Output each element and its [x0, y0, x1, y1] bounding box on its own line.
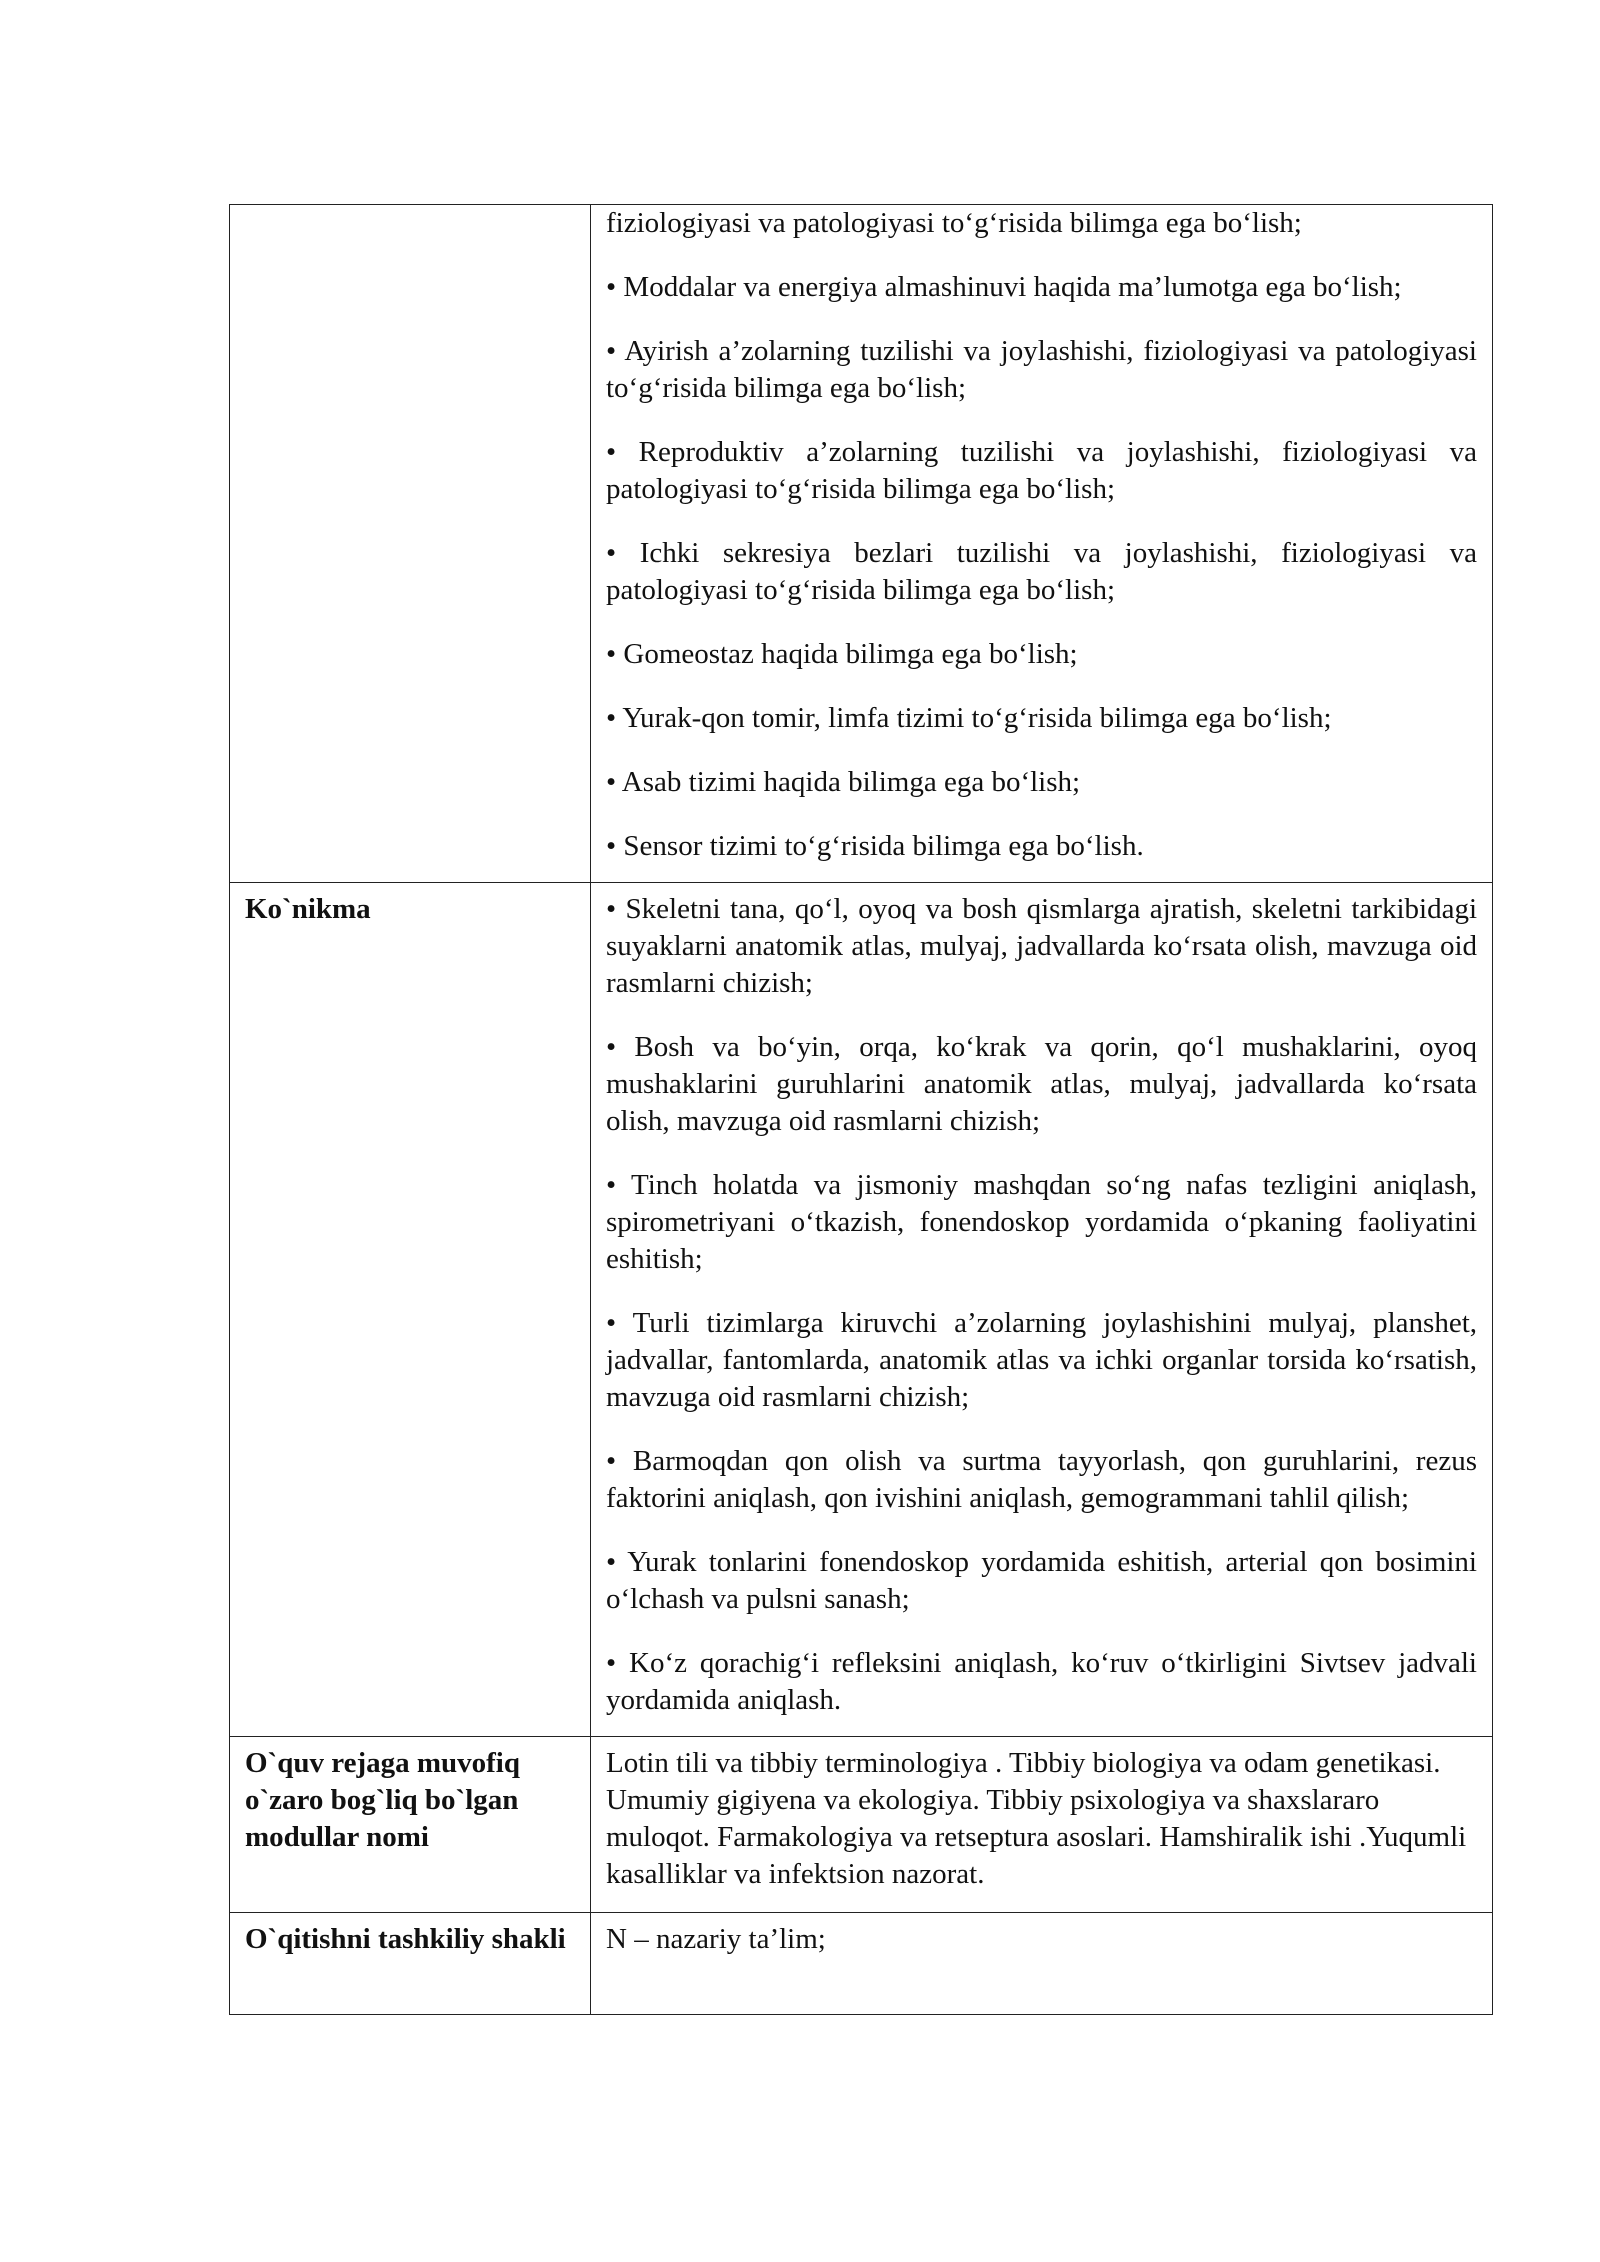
list-item: • Barmoqdan qon olish va surtma tayyorlash, qon guruhlarini, rezus faktorini aniqlash, qon ivishini aniqlash, gemogrammani tahlil qilish; [606, 1445, 1477, 1514]
list-item: • Asab tizimi haqida bilimga ega bo‘lish; [606, 766, 1081, 798]
row-content-cell [591, 205, 1493, 883]
row-label [230, 205, 590, 213]
row-content-cell [591, 1913, 1493, 2015]
row-label: O`quv rejaga muvofiq o`zaro bog`liq bo`lgan modullar nomi [245, 1747, 520, 1853]
row-label-cell [230, 883, 591, 1737]
list-item: • Sensor tizimi to‘g‘risida bilimga ega bo‘lish. [606, 830, 1144, 862]
list-item: fiziologiyasi va patologiyasi to‘g‘risida bilimga ega bo‘lish; [606, 207, 1302, 239]
organizational-form-text: N – nazariy ta’lim; [606, 1923, 826, 1955]
list-item: • Gomeostaz haqida bilimga ega bo‘lish; [606, 638, 1078, 670]
related-modules-text: Lotin tili va tibbiy terminologiya . Tibbiy biologiya va odam genetikasi. Umumiy gigiyena va ekologiya. Tibbiy psixologiya va shaxslararo muloqot. Farmakologiya va retseptura asoslari. Hamshiralik ishi .Yuqumli kasalliklar va infektsion nazorat. [606, 1747, 1467, 1890]
list-item: • Ayirish a’zolarning tuzilishi va joylashishi, fiziologiyasi va patologiyasi to‘g‘risida bilimga ega bo‘lish; [606, 335, 1477, 404]
row-label-cell [230, 1737, 591, 1913]
list-item: • Ichki sekresiya bezlari tuzilishi va joylashishi, fiziologiyasi va patologiyasi to‘g‘risida bilimga ega bo‘lish; [606, 537, 1477, 606]
row-label-cell [230, 205, 591, 883]
list-item: • Bosh va bo‘yin, orqa, ko‘krak va qorin, qo‘l mushaklarini, oyoq mushaklarini guruhlarini anatomik atlas, mulyaj, jadvallarda ko‘rsata olish, mavzuga oid rasmlarni chizish; [606, 1031, 1477, 1137]
list-item: • Reproduktiv a’zolarning tuzilishi va joylashishi, fiziologiyasi va patologiyasi to‘g‘risida bilimga ega bo‘lish; [606, 436, 1477, 505]
row-content-cell [591, 883, 1493, 1737]
row-content-cell [591, 1737, 1493, 1913]
table-row-related-modules [230, 1737, 1493, 1913]
row-label-cell [230, 1913, 591, 2015]
row-label: Ko`nikma [245, 893, 371, 925]
module-description-table [229, 204, 1493, 2015]
table-row-skills [230, 883, 1493, 1737]
list-item: • Turli tizimlarga kiruvchi a’zolarning joylashishini mulyaj, planshet, jadvallar, fantomlarda, anatomik atlas va ichki organlar torsida ko‘rsatish, mavzuga oid rasmlarni chizish; [606, 1307, 1477, 1413]
list-item: • Yurak tonlarini fonendoskop yordamida eshitish, arterial qon bosimini o‘lchash va pulsni sanash; [606, 1546, 1477, 1615]
list-item: • Moddalar va energiya almashinuvi haqida ma’lumotga ega bo‘lish; [606, 271, 1402, 303]
list-item: • Tinch holatda va jismoniy mashqdan so‘ng nafas tezligini aniqlash, spirometriyani o‘tkazish, fonendoskop yordamida o‘pkaning faoliyatini eshitish; [606, 1169, 1477, 1275]
table-row-knowledge-continued [230, 205, 1493, 883]
list-item: • Yurak-qon tomir, limfa tizimi to‘g‘risida bilimga ega bo‘lish; [606, 702, 1332, 734]
table-row-organizational-form [230, 1913, 1493, 2015]
list-item: • Ko‘z qorachig‘i refleksini aniqlash, ko‘ruv o‘tkirligini Sivtsev jadvali yordamida aniqlash. [606, 1647, 1477, 1716]
row-label: O`qitishni tashkiliy shakli [245, 1923, 566, 1955]
list-item: • Skeletni tana, qo‘l, oyoq va bosh qismlarga ajratish, skeletni tarkibidagi suyaklarni anatomik atlas, mulyaj, jadvallarda ko‘rsata olish, mavzuga oid rasmlarni chizish; [606, 893, 1477, 999]
